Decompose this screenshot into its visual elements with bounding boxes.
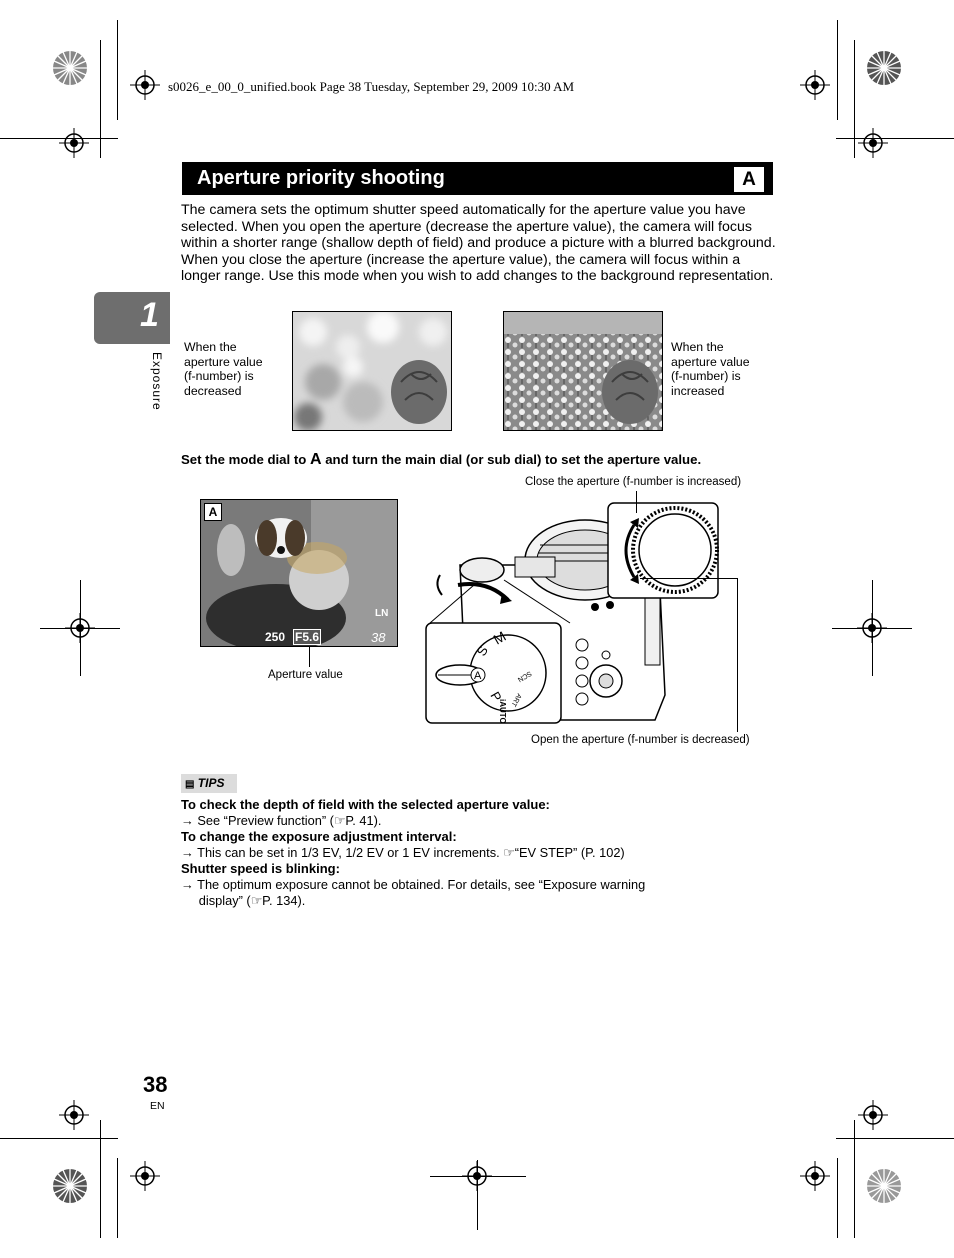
color-star-target-icon — [52, 1168, 88, 1204]
tip-heading: Shutter speed is blinking: — [181, 861, 340, 876]
page-number: 38 — [143, 1072, 168, 1097]
registration-mark-icon — [130, 1161, 160, 1191]
dial-mode-auto: iAUTO — [498, 699, 507, 724]
registration-mark-icon — [65, 613, 95, 643]
close-label-leader — [636, 491, 637, 513]
tip-line: display” (☞P. 134). — [181, 893, 306, 908]
photo-deep-depth — [503, 311, 663, 431]
photo-shallow-depth — [292, 311, 452, 431]
color-star-target-icon — [866, 1168, 902, 1204]
tip-line: → See “Preview function” (☞P. 41). — [181, 813, 382, 828]
caption-decreased: When the aperture value (f-number) is decreased — [184, 340, 263, 398]
lcd-aperture-value: F5.6 — [295, 630, 320, 644]
dial-mode-m: M — [490, 627, 509, 648]
page-title: Aperture priority shooting — [197, 167, 445, 189]
mode-letter-badge: A — [733, 166, 765, 193]
dial-mode-scn: SCN — [516, 669, 533, 683]
dial-mode-art: ART — [509, 692, 523, 708]
lcd-quality: LN — [375, 608, 389, 619]
tips-icon: ▤ — [185, 779, 195, 790]
registration-mark-icon — [858, 1100, 888, 1130]
chapter-number: 1 — [140, 296, 159, 334]
tip-heading: To change the exposure adjustment interval: — [181, 829, 457, 844]
registration-mark-icon — [858, 128, 888, 158]
step-instruction: Set the mode dial to A and turn the main dial (or sub dial) to set the aperture value. — [181, 451, 702, 468]
dial-mode-s: S — [473, 643, 491, 659]
caption-increased: When the aperture value (f-number) is increased — [671, 340, 750, 398]
registration-mark-icon — [59, 1100, 89, 1130]
open-label-leader — [737, 578, 738, 732]
lcd-monitor — [200, 499, 398, 647]
tip-heading: To check the depth of field with the selected aperture value: — [181, 797, 550, 812]
open-aperture-label: Open the aperture (f-number is decreased) — [531, 734, 750, 746]
camera-illustration — [420, 495, 755, 730]
chapter-label: Exposure — [150, 352, 164, 411]
lcd-shutter-speed: 250 — [265, 630, 286, 644]
dial-mode-a: A — [474, 670, 482, 682]
close-aperture-label: Close the aperture (f-number is increased) — [525, 476, 742, 488]
page-language: EN — [150, 1100, 165, 1112]
registration-mark-icon — [462, 1161, 492, 1191]
lcd-shots-remaining: 38 — [371, 630, 386, 645]
aperture-value-label: Aperture value — [268, 669, 343, 681]
registration-mark-icon — [857, 613, 887, 643]
tips-badge: ▤ TIPS — [181, 774, 237, 793]
open-label-leader-h — [640, 578, 738, 579]
color-star-target-icon — [52, 50, 88, 86]
tip-line: → The optimum exposure cannot be obtained. For details, see “Exposure warning — [181, 877, 646, 892]
registration-mark-icon — [130, 70, 160, 100]
tip-line: → This can be set in 1/3 EV, 1/2 EV or 1 EV increments. ☞“EV STEP” (P. 102) — [181, 845, 625, 860]
dial-mode-p: P — [487, 689, 505, 705]
print-header: s0026_e_00_0_unified.book Page 38 Tuesday, September 29, 2009 10:30 AM — [168, 79, 575, 94]
registration-mark-icon — [800, 70, 830, 100]
mode-letter: A — [309, 451, 322, 468]
registration-mark-icon — [59, 128, 89, 158]
intro-paragraph: The camera sets the optimum shutter speed automatically for the aperture value you have selected. When you open the aperture (decrease the aperture value), the camera will focus within a shorter range (shallow depth of field) and produce a picture with a blurred background. When you close the aperture (increase the aperture value), the camera will focus within a longer range. Use this mode when you wish to add changes to the background representation. — [181, 202, 776, 284]
registration-mark-icon — [800, 1161, 830, 1191]
color-star-target-icon — [866, 50, 902, 86]
lcd-mode-badge: A — [204, 503, 222, 521]
aperture-pointer — [309, 647, 310, 667]
